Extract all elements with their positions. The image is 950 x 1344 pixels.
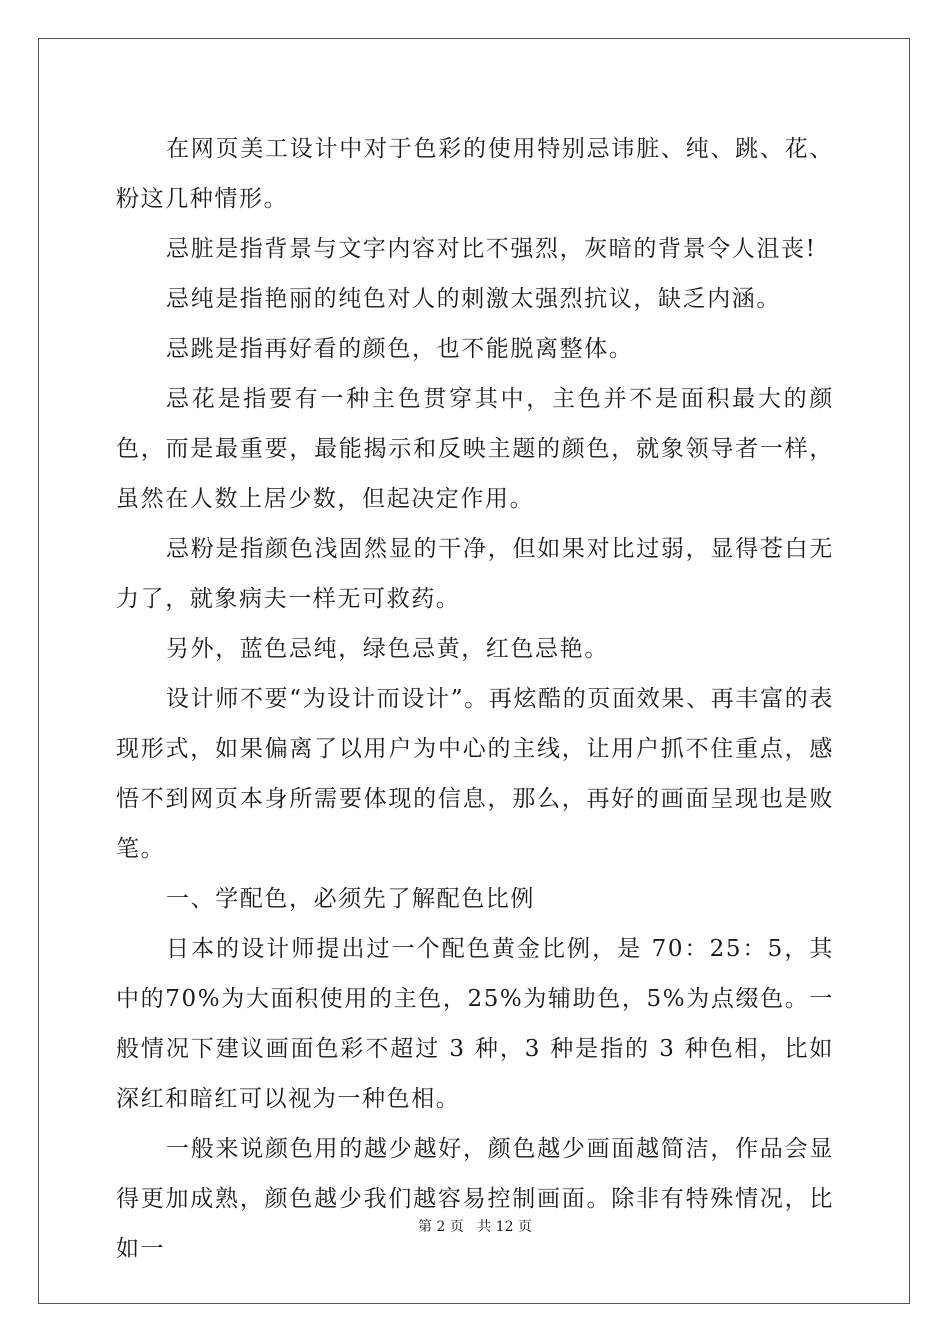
section-heading: 一、学配色，必须先了解配色比例: [166, 886, 535, 912]
paragraph-3: 忌纯是指艳丽的纯色对人的刺激太强烈抗议，缺乏内涵。: [166, 286, 781, 312]
paragraph-5: 忌花是指要有一种主色贯穿其中，主色并不是面积最大的颜色，而是最重要，最能揭示和反映主题的颜色，就象领导者一样，虽然在人数上居少数，但起决定作用。: [116, 386, 834, 512]
paragraph-9: 日本的设计师提出过一个配色黄金比例，是 70：25：5，其中的70%为大面积使用的主色，25%为辅助色，5%为点缀色。一般情况下建议画面色彩不超过 3 种，3 种是指的 3 种色相，比如深红和暗红可以视为一种色相。: [116, 936, 834, 1112]
paragraph-7: 另外，蓝色忌纯，绿色忌黄，红色忌艳。: [166, 636, 609, 662]
paragraph-8: 设计师不要“为设计而设计”。再炫酷的页面效果、再丰富的表现形式，如果偏离了以用户为中心的主线，让用户抓不住重点，感悟不到网页本身所需要体现的信息，那么，再好的画面呈现也是败笔。: [116, 686, 834, 862]
document-body: [116, 124, 834, 1274]
paragraph-1: 在网页美工设计中对于色彩的使用特别忌讳脏、纯、跳、花、粉这几种情形。: [116, 136, 834, 212]
page-footer: [0, 1216, 950, 1236]
paragraph-6: 忌粉是指颜色浅固然显的干净，但如果对比过弱，显得苍白无力了，就象病夫一样无可救药。: [116, 536, 834, 612]
paragraph-4: 忌跳是指再好看的颜色，也不能脱离整体。: [166, 336, 634, 362]
page-total: 共 12 页: [477, 1219, 532, 1235]
page-number: 第 2 页: [418, 1219, 464, 1235]
paragraph-10: 一般来说颜色用的越少越好，颜色越少画面越简洁，作品会显得更加成熟，颜色越少我们越容易控制画面。除非有特殊情况，比如一: [116, 1136, 834, 1262]
paragraph-2: 忌脏是指背景与文字内容对比不强烈，灰暗的背景令人沮丧!: [166, 236, 817, 262]
